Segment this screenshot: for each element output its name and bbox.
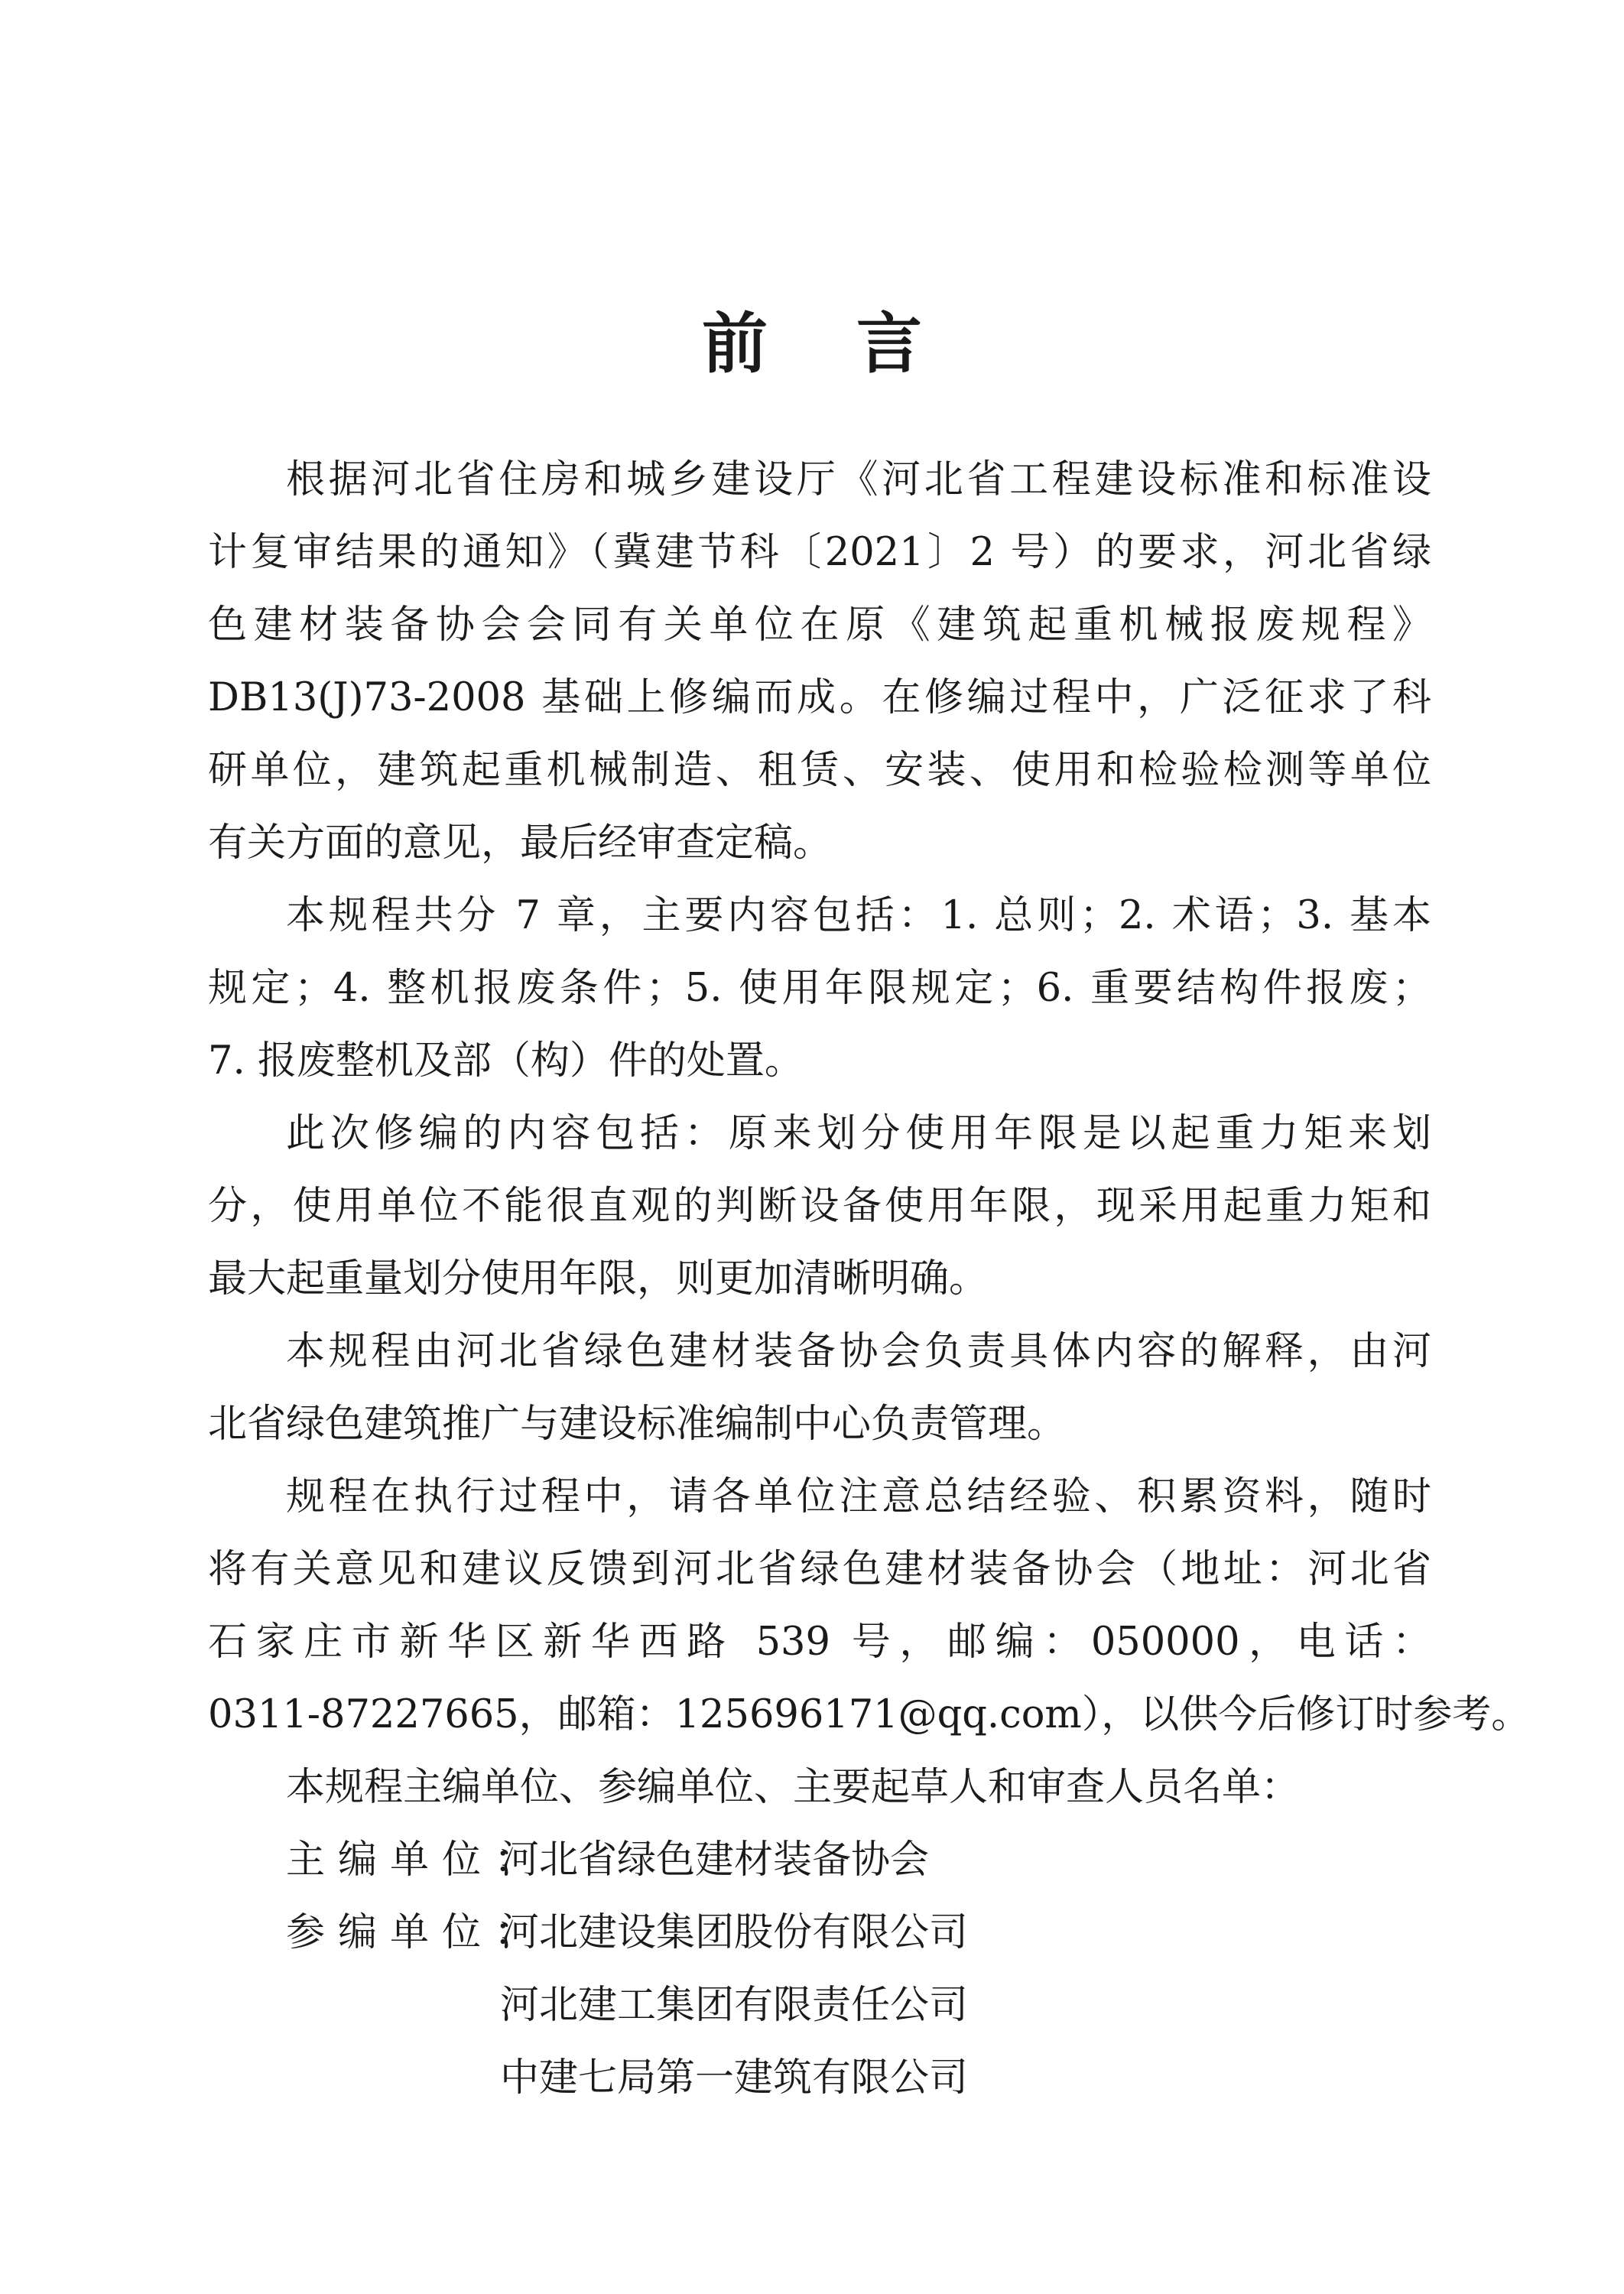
text-line: 石家庄市新华区新华西路 539 号，邮编：050000，电话：	[208, 1620, 1431, 1665]
text-line: 色建材装备协会会同有关单位在原《建筑起重机械报废规程》	[208, 603, 1431, 648]
participating-unit-row	[208, 1896, 1431, 2114]
unit-name: 河北省绿色建材装备协会	[500, 1837, 930, 1883]
text-line: DB13(J)73-2008 基础上修编而成。在修编过程中，广泛征求了科	[208, 675, 1431, 720]
chief-unit-label: 主编单位：	[286, 1837, 547, 1883]
participating-unit-names	[500, 1896, 968, 2114]
text-line: 此次修编的内容包括：原来划分使用年限是以起重力矩来划	[286, 1111, 1431, 1156]
page-title: 前言	[702, 305, 1011, 382]
text-line: 本规程共分 7 章，主要内容包括：1. 总则；2. 术语；3. 基本	[286, 893, 1431, 938]
text-line: 本规程主编单位、参编单位、主要起草人和审查人员名单：	[286, 1765, 1301, 1810]
participating-unit-label: 参编单位：	[286, 1910, 547, 1955]
text-line: 根据河北省住房和城乡建设厅《河北省工程建设标准和标准设	[286, 457, 1431, 502]
unit-list	[208, 1824, 1431, 2114]
text-line: 计复审结果的通知》（冀建节科〔2021〕2 号）的要求，河北省绿	[208, 530, 1431, 575]
paragraph-interpretation	[208, 1315, 1431, 1461]
text-line: 7. 报废整机及部（构）件的处置。	[208, 1038, 804, 1084]
chief-unit-row	[208, 1824, 1431, 1896]
text-line: 研单位，建筑起重机械制造、租赁、安装、使用和检验检测等单位	[208, 748, 1431, 793]
text-line: 本规程由河北省绿色建材装备协会负责具体内容的解释，由河	[286, 1329, 1431, 1374]
unit-name: 河北建设集团股份有限公司	[500, 1910, 969, 1955]
text-line: 规程在执行过程中，请各单位注意总结经验、积累资料，随时	[286, 1474, 1431, 1519]
paragraph-revision	[208, 1097, 1431, 1315]
preface-body	[208, 444, 1531, 2114]
text-line: 规定；4. 整机报废条件；5. 使用年限规定；6. 重要结构件报废；	[208, 966, 1431, 1011]
unit-name: 中建七局第一建筑有限公司	[500, 2055, 969, 2101]
text-line: 北省绿色建筑推广与建设标准编制中心负责管理。	[208, 1402, 1067, 1447]
paragraph-contents	[208, 879, 1431, 1097]
text-line: 将有关意见和建议反馈到河北省绿色建材装备协会（地址：河北省	[208, 1547, 1431, 1592]
text-line: 有关方面的意见，最后经审查定稿。	[208, 820, 833, 866]
text-line: 分，使用单位不能很直观的判断设备使用年限，现采用起重力矩和	[208, 1184, 1431, 1229]
paragraph-feedback	[208, 1461, 1531, 1751]
chief-unit-names	[500, 1824, 929, 1896]
text-line: 最大起重量划分使用年限，则更加清晰明确。	[208, 1256, 989, 1301]
paragraph-list-intro	[208, 1751, 1431, 1824]
unit-name: 河北建工集团有限责任公司	[500, 1983, 969, 2028]
text-line: 0311-87227665，邮箱：125696171@qq.com），以供今后修订时参考。	[208, 1692, 1531, 1737]
paragraph-basis	[208, 444, 1431, 879]
